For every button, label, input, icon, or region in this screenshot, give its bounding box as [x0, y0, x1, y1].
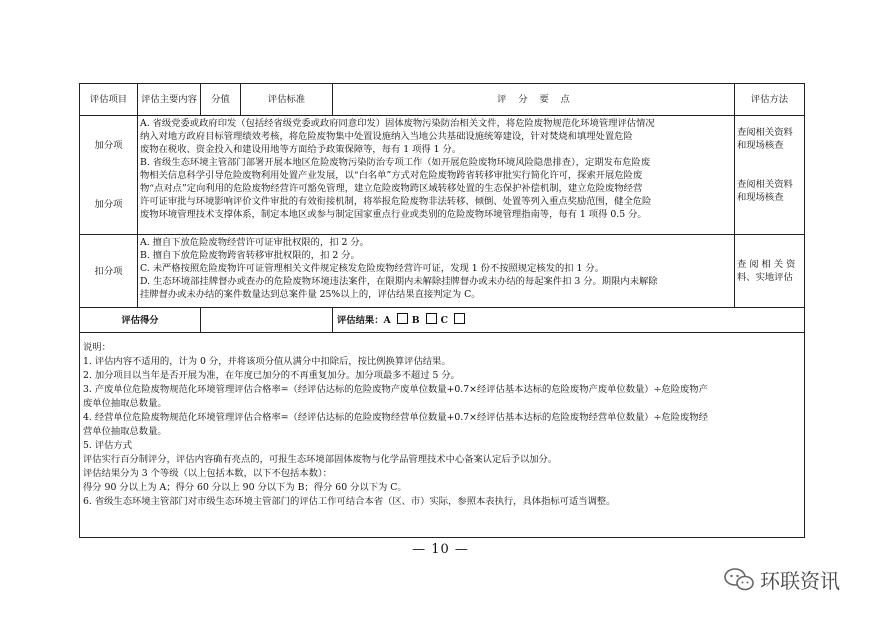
deduct-line: B. 擅自下放危险废物跨省转移审批权限的，扣 2 分。	[140, 250, 360, 261]
note-line: 2. 加分项目以当年是否开展为准，在年度已加分的不再重复加分。加分项最多不超过 5 分。	[83, 370, 460, 381]
note-line: 1. 评估内容不适用的，计为 0 分，并将该项分值从满分中扣除后，按比例换算评估结果。	[83, 356, 451, 367]
bonus-line: 纳入对地方政府目标管理绩效考核，将危险废物集中处置设施纳入当地公共基础设施统筹建设，针对焚烧和填埋处置危险	[140, 131, 633, 142]
grade-a-label: A	[383, 315, 391, 326]
note-line: 得分 90 分以上为 A；得分 60 分以上 90 分以下为 B；得分 60 分以下为 C。	[83, 482, 407, 493]
header-item: 评估项目	[80, 84, 138, 116]
bonus-method-a2: 和现场核查	[737, 140, 784, 151]
bonus-method-a1: 查阅相关资料	[737, 127, 793, 138]
deduct-line: C. 未严格按照危险废物许可证管理相关文件规定核发危险废物经营许可证，发现 1 份不按照规定核发的扣 1 分。	[140, 263, 605, 274]
note-line: 评估结果分为 3 个等级（以上包括本数，以下不包括本数）：	[83, 468, 332, 479]
deduct-line: D. 生态环境部挂牌督办或查办的危险废物环境违法案件，在限期内未解除挂牌督办或未办结的每起案件扣 3 分。期限内未解除	[140, 276, 658, 287]
grade-c-label: C	[440, 315, 448, 326]
result-row	[80, 308, 805, 333]
deduct-method	[735, 235, 805, 308]
note-line: 6. 省级生态环境主管部门对市级生态环境主管部门的评估工作可结合本省（区、市）实际，参照本表执行，具体指标可适当调整。	[83, 496, 616, 507]
grade-c-checkbox[interactable]	[454, 313, 465, 324]
notes-cell	[80, 333, 805, 538]
bonus-points	[138, 116, 735, 235]
note-line: 4. 经营单位危险废物规范化环境管理评估合格率=（经评估达标的危险废物经营单位数量+0.7×经评估基本达标的危险废物经营单位数量）÷危险废物经	[83, 412, 708, 423]
bonus-method	[735, 116, 805, 235]
header-row	[80, 84, 805, 116]
result-label: 评估结果：	[337, 315, 384, 326]
page-number: — 10 —	[412, 542, 469, 557]
note-line: 3. 产废单位危险废物规范化环境管理评估合格率=（经评估达标的危险废物产废单位数量+0.7×经评估基本达标的危险废物产废单位数量）÷危险废物产	[83, 384, 708, 395]
bonus-line: B. 省级生态环境主管部门部署开展本地区危险废物污染防治专项工作（如开展危险废物环境风险隐患排查），定期发布危险废	[140, 157, 651, 168]
score-label: 评估得分	[80, 308, 201, 333]
header-score: 分值	[201, 84, 241, 116]
note-line: 评估实行百分制评分，评估内容确有亮点的，可报生态环境部固体废物与化学品管理技术中心备案认定后予以加分。	[83, 454, 558, 465]
grade-b-checkbox[interactable]	[426, 313, 437, 324]
header-standard: 评估标准	[241, 84, 333, 116]
bonus-row	[80, 116, 805, 235]
bonus-label-cell	[80, 116, 138, 235]
bonus-line: 废物在税收、资金投入和建设用地等方面给予政策保障等，每有 1 项得 1 分。	[140, 144, 462, 155]
note-line: 废单位抽取总数量。	[83, 398, 167, 409]
deduct-line: A. 擅自下放危险废物经营许可证审批权限的，扣 2 分。	[140, 237, 369, 248]
notes-title: 说明：	[83, 342, 111, 353]
watermark	[724, 565, 840, 594]
bonus-line: A. 省级党委或政府印发（包括经省级党委或政府同意印发）固体废物污染防治相关文件，将危险废物规范化环境管理评估情况	[140, 118, 655, 129]
bonus-label-a: 加分项	[94, 140, 123, 151]
header-content: 评估主要内容	[138, 84, 201, 116]
bonus-line: 许可证审批与环境影响评价文件审批的有效衔接机制，将举报危险废物非法转移、倾倒、处置等列入重点奖励范围，健全危险	[140, 196, 652, 207]
bonus-method-b2: 和现场核查	[737, 192, 784, 203]
notes-row	[80, 333, 805, 538]
deduct-method-a: 查 阅 相 关 资	[737, 259, 796, 270]
header-points: 评 分 要 点	[333, 84, 735, 116]
grade-a-checkbox[interactable]	[397, 313, 408, 324]
deduct-row	[80, 235, 805, 308]
note-line: 营单位抽取总数量。	[83, 426, 167, 437]
bonus-label-b: 加分项	[94, 199, 123, 210]
deduct-method-b: 料、实地评估	[737, 272, 793, 283]
result-cell	[333, 308, 805, 333]
bonus-line: 废物环境管理技术支撑体系，制定本地区或参与制定国家重点行业或类别的危险废物环境管理指南等，每有 1 项得 0.5 分。	[140, 209, 647, 220]
score-value-cell	[201, 308, 333, 333]
grade-b-label: B	[411, 315, 420, 326]
bonus-line: 物“点对点”定向利用的危险废物经营许可豁免管理，建立危险废物跨区域转移处置的生态保护补偿机制，建立危险废物经营	[140, 183, 643, 194]
note-line: 5. 评估方式	[83, 440, 133, 451]
watermark-text: 环联资讯	[760, 569, 840, 593]
deduct-label: 扣分项	[80, 235, 138, 308]
bonus-method-b1: 查阅相关资料	[737, 179, 793, 190]
bonus-line: 物相关信息科学引导危险废物利用处置产业发展，以“白名单”方式对危险废物跨省转移审批实行简化许可，探索开展危险废	[140, 170, 643, 181]
chat-bubble-icon	[724, 567, 754, 593]
deduct-points	[138, 235, 735, 308]
header-method: 评估方法	[735, 84, 805, 116]
evaluation-table	[79, 83, 805, 538]
deduct-line: 挂牌督办或未办结的案件数量达到总案件量 25%以上的，评估结果直接判定为 C。	[140, 289, 481, 300]
